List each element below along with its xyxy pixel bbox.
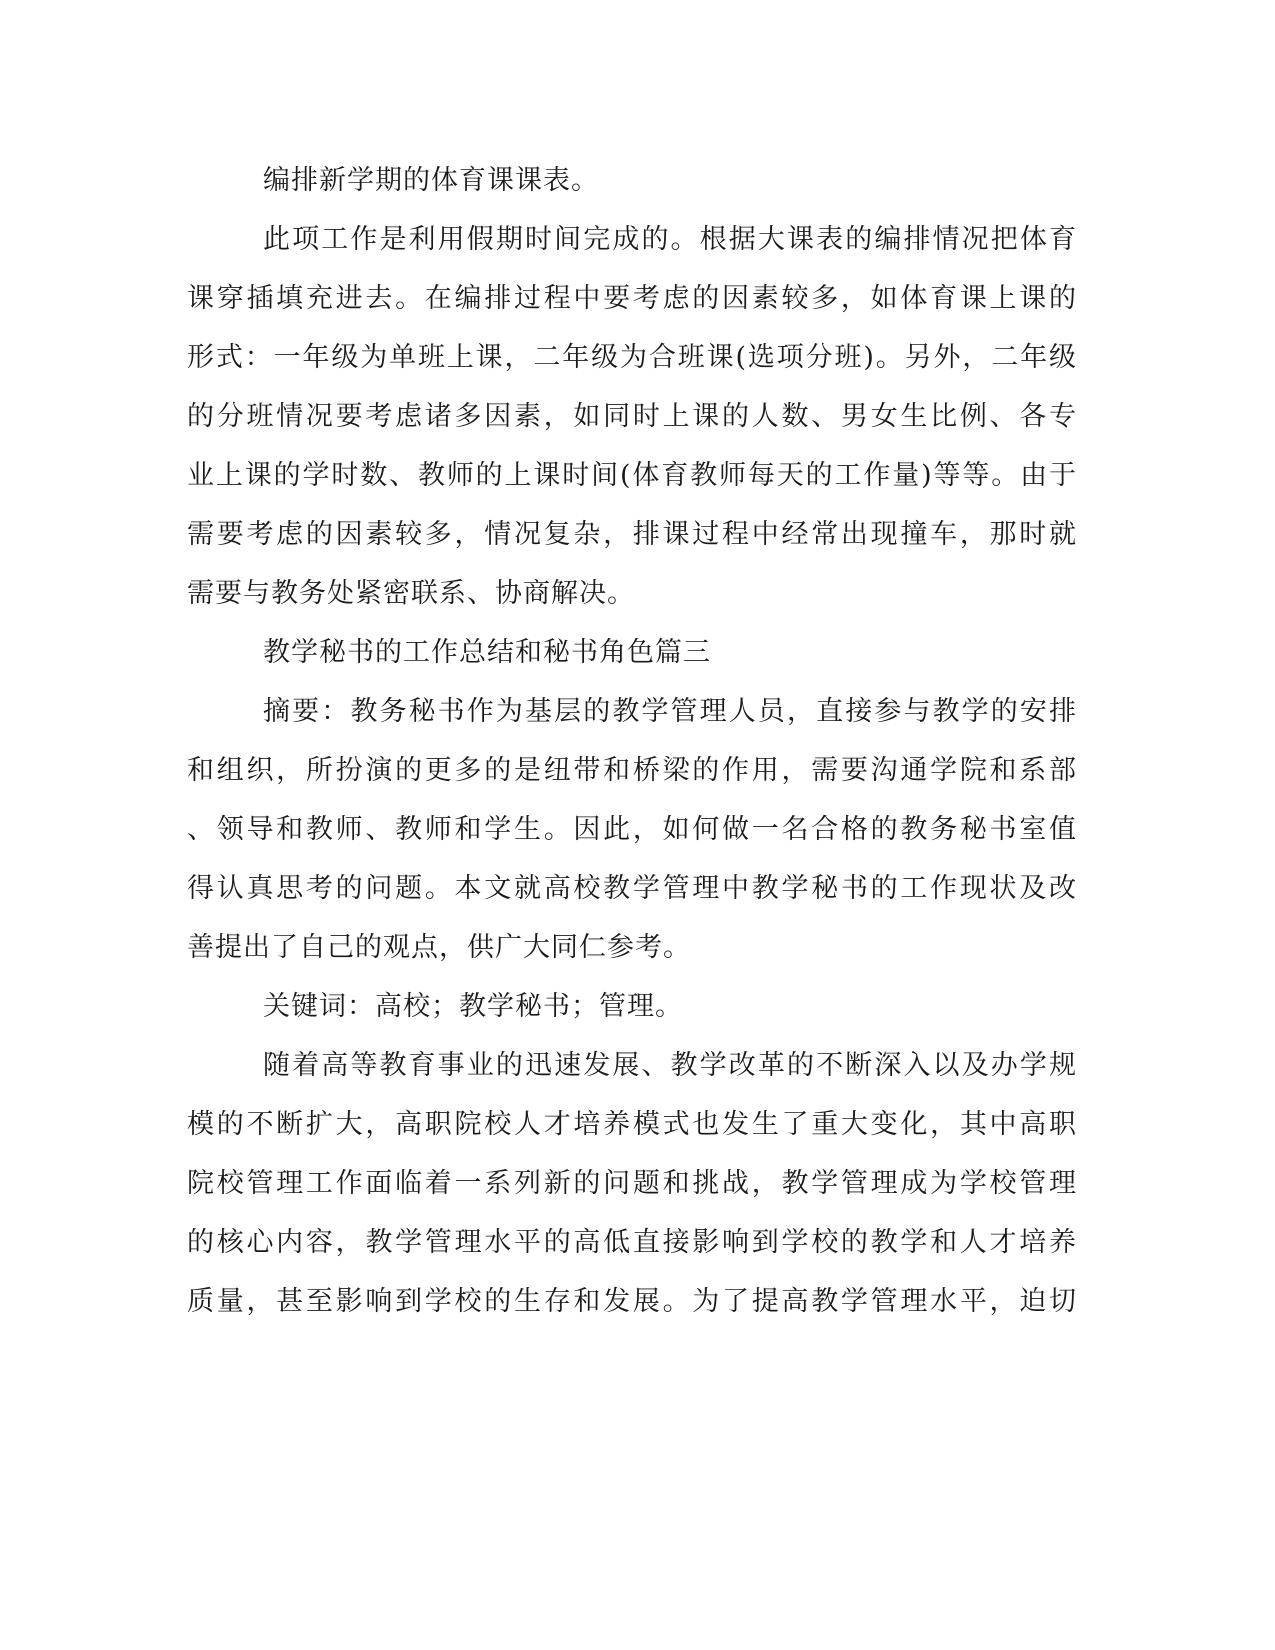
text-line: 需要考虑的因素较多，情况复杂，排课过程中经常出现撞车，那时就 — [187, 519, 1077, 550]
text-line: 需要与教务处紧密联系、协商解决。 — [187, 578, 635, 609]
text-line: 、领导和教师、教师和学生。因此，如何做一名合格的教务秘书室值 — [187, 814, 1077, 845]
text-line: 得认真思考的问题。本文就高校教学管理中教学秘书的工作现状及改 — [187, 873, 1077, 904]
text-line: 的分班情况要考虑诸多因素，如同时上课的人数、男女生比例、各专 — [187, 401, 1077, 432]
text-line: 此项工作是利用假期时间完成的。根据大课表的编排情况把体育 — [263, 224, 1077, 255]
text-line: 院校管理工作面临着一系列新的问题和挑战，教学管理成为学校管理 — [187, 1168, 1077, 1199]
text-line: 和组织，所扮演的更多的是纽带和桥梁的作用，需要沟通学院和系部 — [187, 755, 1077, 786]
section-heading: 教学秘书的工作总结和秘书角色篇三 — [263, 637, 711, 668]
text-line: 随着高等教育事业的迅速发展、教学改革的不断深入以及办学规 — [263, 1050, 1077, 1081]
text-line: 业上课的学时数、教师的上课时间(体育教师每天的工作量)等等。由于 — [187, 460, 1077, 491]
text-line: 摘要：教务秘书作为基层的教学管理人员，直接参与教学的安排 — [263, 696, 1077, 727]
text-line: 模的不断扩大，高职院校人才培养模式也发生了重大变化，其中高职 — [187, 1109, 1077, 1140]
text-line: 的核心内容，教学管理水平的高低直接影响到学校的教学和人才培养 — [187, 1227, 1077, 1258]
text-line: 善提出了自己的观点，供广大同仁参考。 — [187, 932, 691, 963]
text-line: 质量，甚至影响到学校的生存和发展。为了提高教学管理水平，迫切 — [187, 1286, 1077, 1317]
text-line: 形式：一年级为单班上课，二年级为合班课(选项分班)。另外，二年级 — [187, 342, 1077, 373]
keywords-line: 关键词：高校；教学秘书；管理。 — [263, 991, 683, 1022]
text-line: 编排新学期的体育课课表。 — [263, 165, 599, 196]
text-line: 课穿插填充进去。在编排过程中要考虑的因素较多，如体育课上课的 — [187, 283, 1077, 314]
